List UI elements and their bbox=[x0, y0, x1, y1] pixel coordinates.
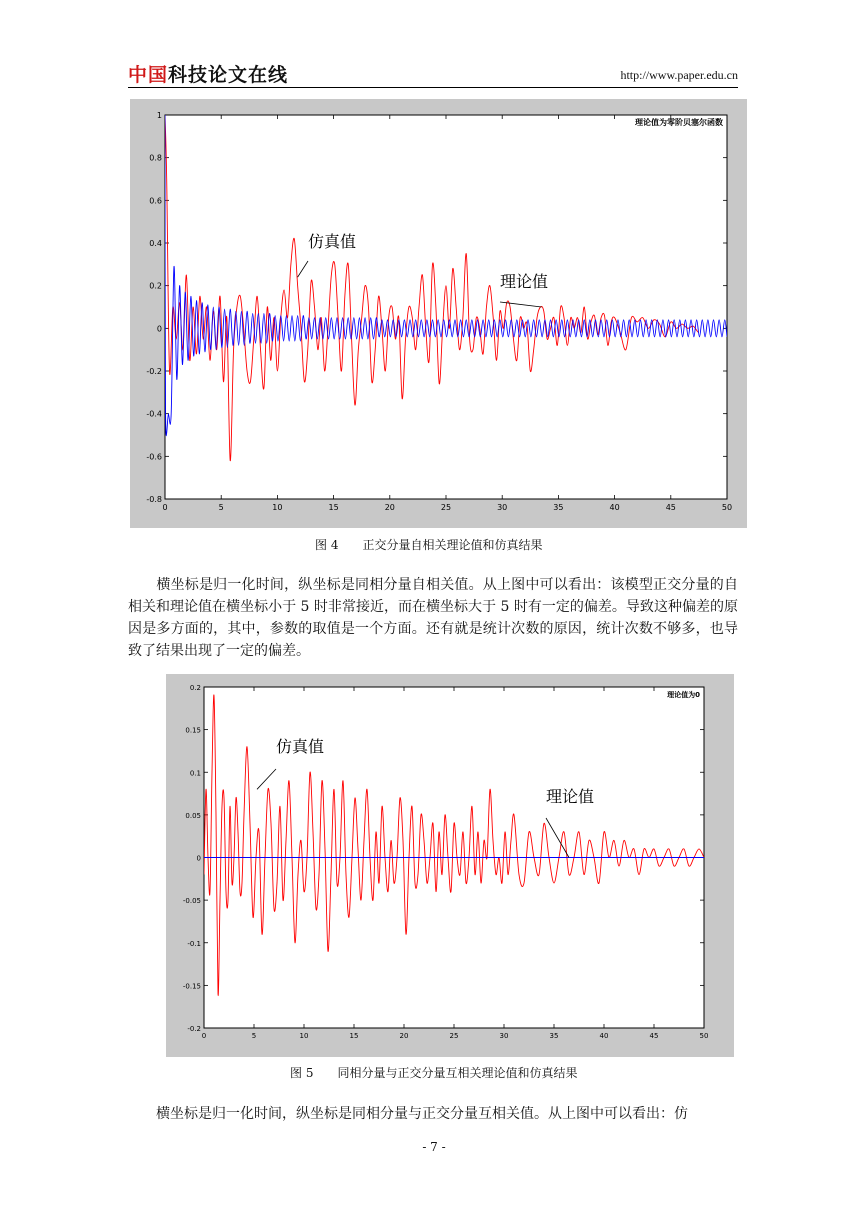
annotation-label: 仿真值 bbox=[308, 232, 357, 251]
figure-4-caption: 图 4 正交分量自相关理论值和仿真结果 bbox=[315, 538, 543, 552]
annotation-label: 理论值 bbox=[500, 272, 549, 291]
figure-5 bbox=[166, 674, 734, 1057]
header-divider bbox=[128, 87, 738, 88]
x-tick-label: 0 bbox=[162, 503, 168, 512]
annotation-label: 仿真值 bbox=[276, 737, 325, 756]
plot-area bbox=[165, 115, 727, 499]
y-tick-label: 0.4 bbox=[149, 239, 162, 248]
logo-part-red: 中国 bbox=[128, 64, 169, 86]
y-tick-label: -0.2 bbox=[146, 367, 162, 376]
x-tick-label: 5 bbox=[251, 1032, 257, 1040]
figure-4 bbox=[130, 99, 747, 528]
site-url[interactable]: http://www.paper.edu.cn bbox=[620, 68, 738, 82]
x-tick-label: 0 bbox=[201, 1032, 207, 1040]
y-tick-label: -0.15 bbox=[182, 982, 201, 991]
paragraph-1: 横坐标是归一化时间，纵坐标是同相分量自相关值。从上图中可以看出：该模型正交分量的自相关和理论值在横坐标小于 5 时非常接近，而在横坐标大于 5 时有一定的偏差。导致这种偏差的原因是多方面的，其中，参数的取值是一个方面。还有就是统计次数的原因，统计次数不够多，也导致了结果出现了一定的偏差。 bbox=[128, 577, 738, 659]
y-tick-label: 0.1 bbox=[189, 769, 201, 778]
x-tick-label: 25 bbox=[449, 1032, 459, 1040]
figure-5-caption: 图 5 同相分量与正交分量互相关理论值和仿真结果 bbox=[290, 1066, 578, 1080]
logo-part-black: 科技论文在线 bbox=[168, 64, 289, 86]
y-tick-label: 0 bbox=[156, 324, 162, 334]
y-tick-label: 1 bbox=[156, 111, 162, 120]
y-tick-label: -0.2 bbox=[187, 1025, 201, 1033]
y-tick-label: 0.2 bbox=[189, 684, 201, 692]
x-tick-label: 5 bbox=[218, 503, 224, 512]
x-tick-label: 15 bbox=[349, 1032, 359, 1040]
y-tick-label: 0.8 bbox=[149, 153, 162, 163]
theory-note: 理论值为零阶贝塞尔函数 bbox=[635, 118, 723, 127]
y-tick-label: -0.1 bbox=[187, 939, 201, 948]
x-tick-label: 20 bbox=[399, 1032, 409, 1040]
y-tick-label: -0.05 bbox=[182, 897, 201, 906]
x-tick-label: 30 bbox=[497, 503, 508, 512]
y-tick-label: -0.4 bbox=[146, 409, 162, 419]
y-tick-label: 0.05 bbox=[185, 811, 201, 820]
y-tick-label: 0 bbox=[196, 854, 201, 863]
x-tick-label: 25 bbox=[440, 503, 452, 512]
site-logo bbox=[128, 60, 288, 87]
x-tick-label: 50 bbox=[721, 503, 733, 512]
x-tick-label: 30 bbox=[499, 1032, 509, 1040]
annotation-label: 理论值 bbox=[546, 787, 595, 806]
theory-note: 理论值为0 bbox=[667, 691, 700, 699]
x-tick-label: 45 bbox=[649, 1032, 659, 1040]
x-tick-label: 40 bbox=[609, 503, 620, 512]
chart-svg bbox=[130, 99, 747, 528]
x-tick-label: 45 bbox=[665, 503, 676, 512]
x-tick-label: 35 bbox=[549, 1032, 559, 1040]
x-tick-label: 15 bbox=[328, 503, 339, 512]
y-tick-label: -0.8 bbox=[146, 495, 162, 504]
x-tick-label: 10 bbox=[299, 1032, 309, 1040]
chart-svg bbox=[166, 674, 734, 1057]
x-tick-label: 40 bbox=[599, 1032, 609, 1040]
x-tick-label: 35 bbox=[553, 503, 564, 512]
y-tick-label: 0.15 bbox=[185, 726, 201, 735]
x-tick-label: 10 bbox=[272, 503, 283, 512]
paragraph-2: 横坐标是归一化时间，纵坐标是同相分量与正交分量互相关值。从上图中可以看出：仿 bbox=[128, 1106, 688, 1122]
x-tick-label: 20 bbox=[384, 503, 395, 512]
x-tick-label: 50 bbox=[699, 1032, 709, 1040]
page-header bbox=[128, 58, 738, 88]
y-tick-label: 0.6 bbox=[149, 196, 162, 206]
page-number: - 7 - bbox=[422, 1140, 446, 1154]
y-tick-label: 0.2 bbox=[149, 281, 162, 291]
y-tick-label: -0.6 bbox=[146, 452, 162, 462]
